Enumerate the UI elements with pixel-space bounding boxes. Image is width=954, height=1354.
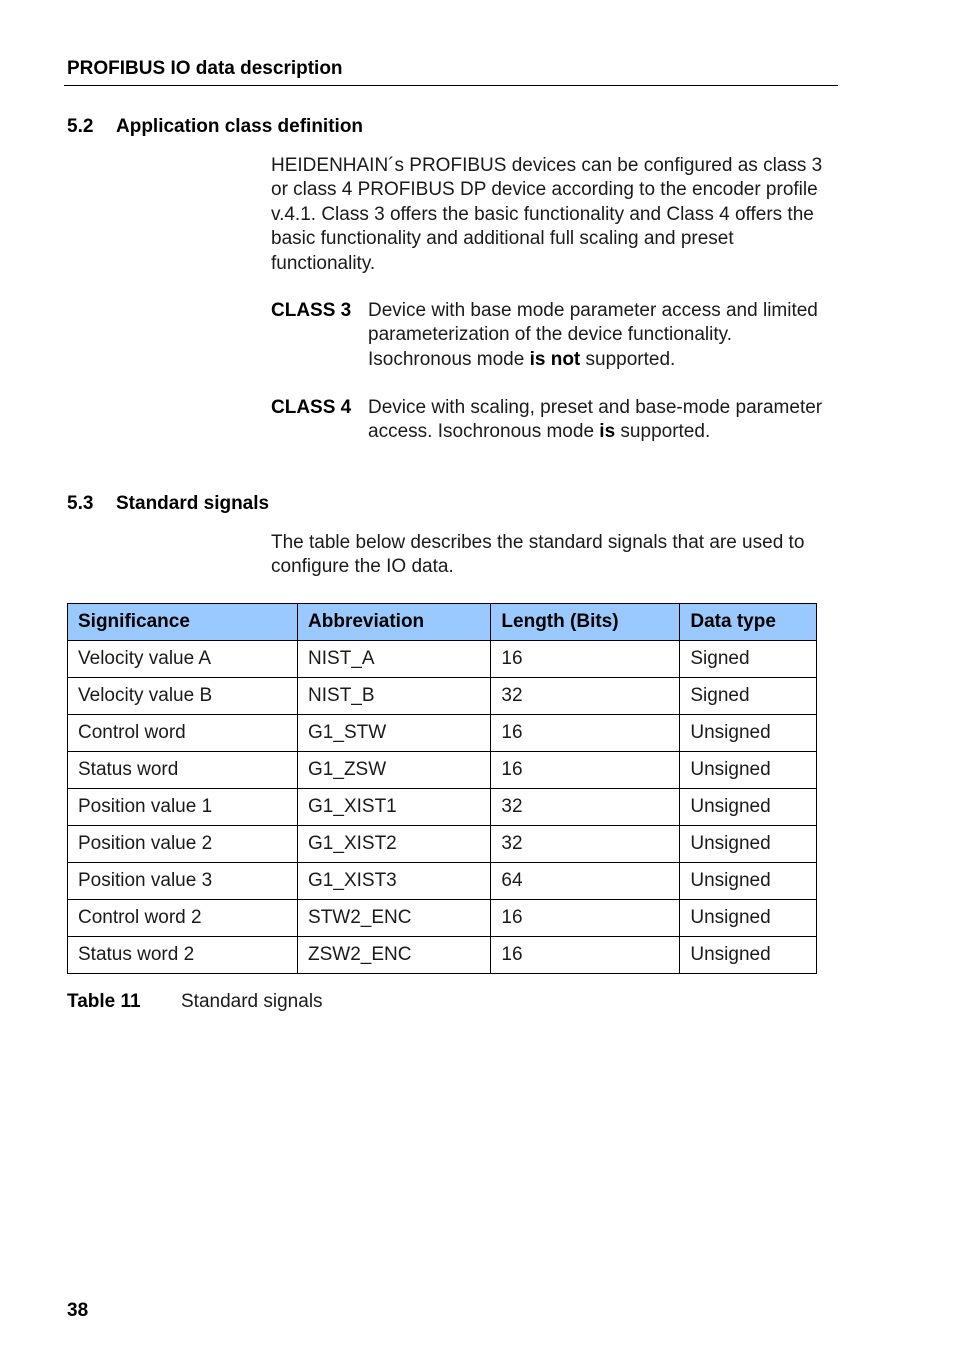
class-4-text-end: supported. (615, 421, 711, 443)
header-divider (64, 85, 838, 86)
column-header-data-type: Data type (680, 604, 817, 641)
table-cell: G1_XIST2 (298, 826, 491, 863)
table-cell: 16 (491, 641, 680, 678)
table-cell: Velocity value A (68, 641, 298, 678)
table-cell: Unsigned (680, 752, 817, 789)
table-row (68, 715, 817, 752)
column-header-abbreviation: Abbreviation (298, 604, 491, 641)
table-cell: Position value 1 (68, 789, 298, 826)
class-3-text: Device with base mode parameter access and limited parameterization of the device functionality. Isochronous mode (368, 300, 818, 370)
table-cell: Status word (68, 752, 298, 789)
page-number: 38 (67, 1300, 89, 1321)
table-cell: Signed (680, 641, 817, 678)
section-intro-paragraph: HEIDENHAIN´s PROFIBUS devices can be configured as class 3 or class 4 PROFIBUS DP device according to the encoder profile v.4.1. Class 3 offers the basic functionality and Class 4 offers the basic functionality and additional full scaling and preset functionality. (271, 155, 823, 274)
table-caption-text: Standard signals (181, 991, 323, 1012)
table-cell: Unsigned (680, 826, 817, 863)
table-cell: Control word (68, 715, 298, 752)
section-title: Standard signals (116, 493, 270, 514)
table-row (68, 678, 817, 715)
column-header-length: Length (Bits) (491, 604, 680, 641)
class-3-label: CLASS 3 (271, 300, 352, 321)
table-row (68, 900, 817, 937)
class-4-label: CLASS 4 (271, 397, 352, 418)
table-cell: NIST_B (298, 678, 491, 715)
table-cell: NIST_A (298, 641, 491, 678)
table-row (68, 826, 817, 863)
class-4-emphasis: is (599, 421, 616, 443)
table-cell: ZSW2_ENC (298, 937, 491, 974)
page-header-title: PROFIBUS IO data description (67, 58, 343, 79)
class-3-emphasis: is not (529, 348, 581, 370)
table-cell: G1_XIST3 (298, 863, 491, 900)
class-4-text: Device with scaling, preset and base-mode parameter access. Isochronous mode (368, 397, 823, 443)
table-cell: 16 (491, 937, 680, 974)
table-cell: Unsigned (680, 900, 817, 937)
table-cell: Control word 2 (68, 900, 298, 937)
class-3-text-end: supported. (580, 348, 676, 370)
table-cell: Velocity value B (68, 678, 298, 715)
table-caption-label: Table 11 (67, 991, 141, 1012)
table-cell: Position value 3 (68, 863, 298, 900)
table-cell: 16 (491, 715, 680, 752)
column-header-significance: Significance (68, 604, 298, 641)
table-row (68, 789, 817, 826)
table-cell: Unsigned (680, 789, 817, 826)
table-cell: STW2_ENC (298, 900, 491, 937)
class-3-description (368, 299, 838, 372)
table-cell: Unsigned (680, 937, 817, 974)
section-title: Application class definition (116, 116, 364, 137)
table-cell: G1_ZSW (298, 752, 491, 789)
table-cell: 16 (491, 752, 680, 789)
table-row (68, 752, 817, 789)
table-cell: Unsigned (680, 863, 817, 900)
table-row (68, 641, 817, 678)
section-number: 5.2 (67, 116, 94, 137)
table-header-row (68, 604, 817, 641)
table-row (68, 937, 817, 974)
table-cell: G1_STW (298, 715, 491, 752)
standard-signals-table (67, 603, 817, 974)
table-cell: Status word 2 (68, 937, 298, 974)
table-row (68, 863, 817, 900)
table-cell: 32 (491, 678, 680, 715)
table-cell: 64 (491, 863, 680, 900)
class-4-description (368, 396, 838, 445)
table-cell: 32 (491, 789, 680, 826)
table-cell: 16 (491, 900, 680, 937)
section-number: 5.3 (67, 493, 94, 514)
section-intro-paragraph: The table below describes the standard signals that are used to configure the IO data. (271, 532, 805, 578)
table-cell: Position value 2 (68, 826, 298, 863)
table-cell: 32 (491, 826, 680, 863)
table-cell: G1_XIST1 (298, 789, 491, 826)
table-cell: Unsigned (680, 715, 817, 752)
table-cell: Signed (680, 678, 817, 715)
